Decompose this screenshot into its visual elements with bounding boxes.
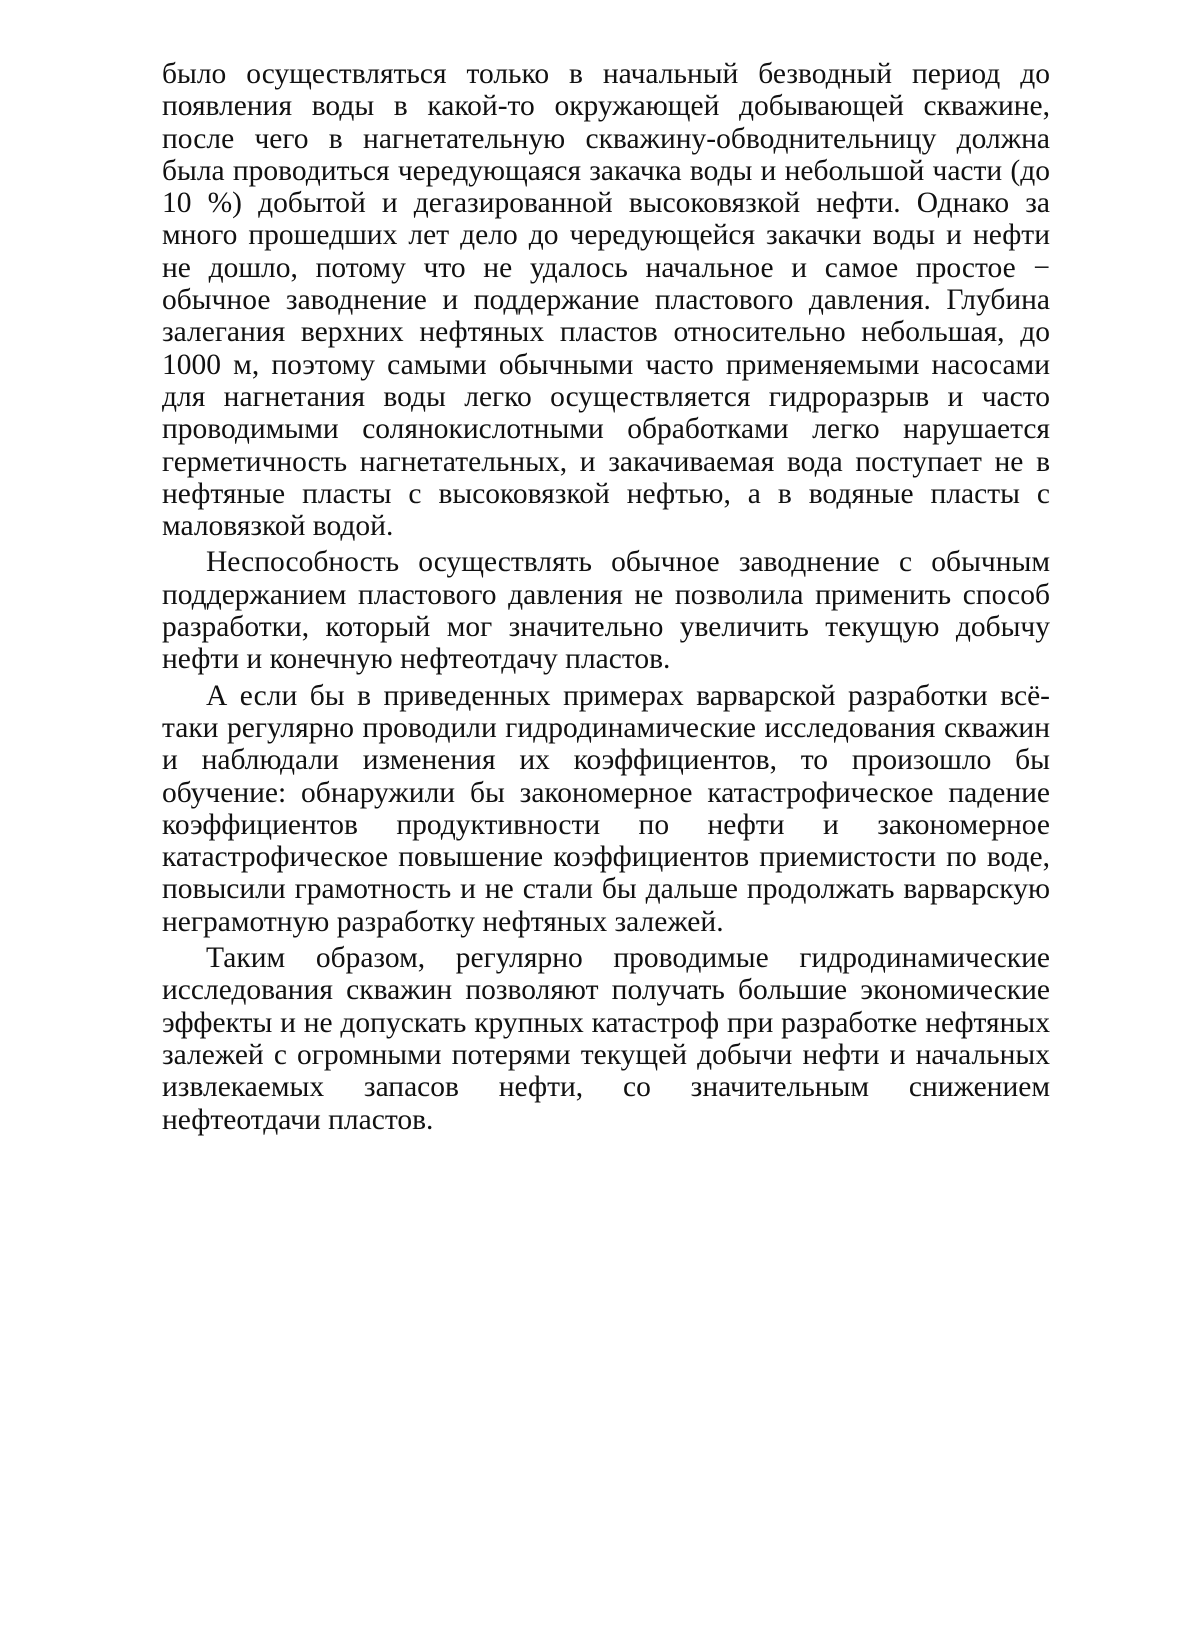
- paragraph-inability: Неспособность осуществлять обычное заводнение с обычным поддержанием пластового давления не позволила применить способ разработки, который мог значительно увеличить текущую добычу нефти и конечную нефтеотдачу пластов.: [162, 546, 1050, 676]
- paragraph-continuation: было осуществляться только в начальный безводный период до появления воды в какой-то окружающей добывающей скважине, после чего в нагнетательную скважину-обводнительницу должна была проводиться чередующаяся закачка воды и небольшой части (до 10 %) добытой и дегазированной высоковязкой нефти. Однако за много прошедших лет дело до чередующейся закачки воды и нефти не дошло, потому что не удалось начальное и самое простое − обычное заводнение и поддержание пластового давления. Глубина залегания верхних нефтяных пластов относительно небольшая, до 1000 м, поэтому самыми обычными часто применяемыми насосами для нагнетания воды легко осуществляется гидроразрыв и часто проводимыми солянокислотными обработками легко нарушается герметичность нагнетательных, и закачиваемая вода поступает не в нефтяные пласты с высоковязкой нефтью, а в водяные пласты с маловязкой водой.: [162, 58, 1050, 543]
- paragraph-barbaric-examples: А если бы в приведенных примерах варварской разработки всё-таки регулярно проводили гидродинамические исследования скважин и наблюдали изменения их коэффициентов, то произошло бы обучение: обнаружили бы закономерное катастрофическое падение коэффициентов продуктивности по нефти и закономерное катастрофическое повышение коэффициентов приемистости по воде, повысили грамотность и не стали бы дальше продолжать варварскую неграмотную разработку нефтяных залежей.: [162, 679, 1050, 938]
- paragraph-conclusion: Таким образом, регулярно проводимые гидродинамические исследования скважин позволяют получать большие экономические эффекты и не допускать крупных катастроф при разработке нефтяных залежей с огромными потерями текущей добычи нефти и начальных извлекаемых запасов нефти, со значительным снижением нефтеотдачи пластов.: [162, 942, 1050, 1136]
- document-page: [162, 58, 1050, 1140]
